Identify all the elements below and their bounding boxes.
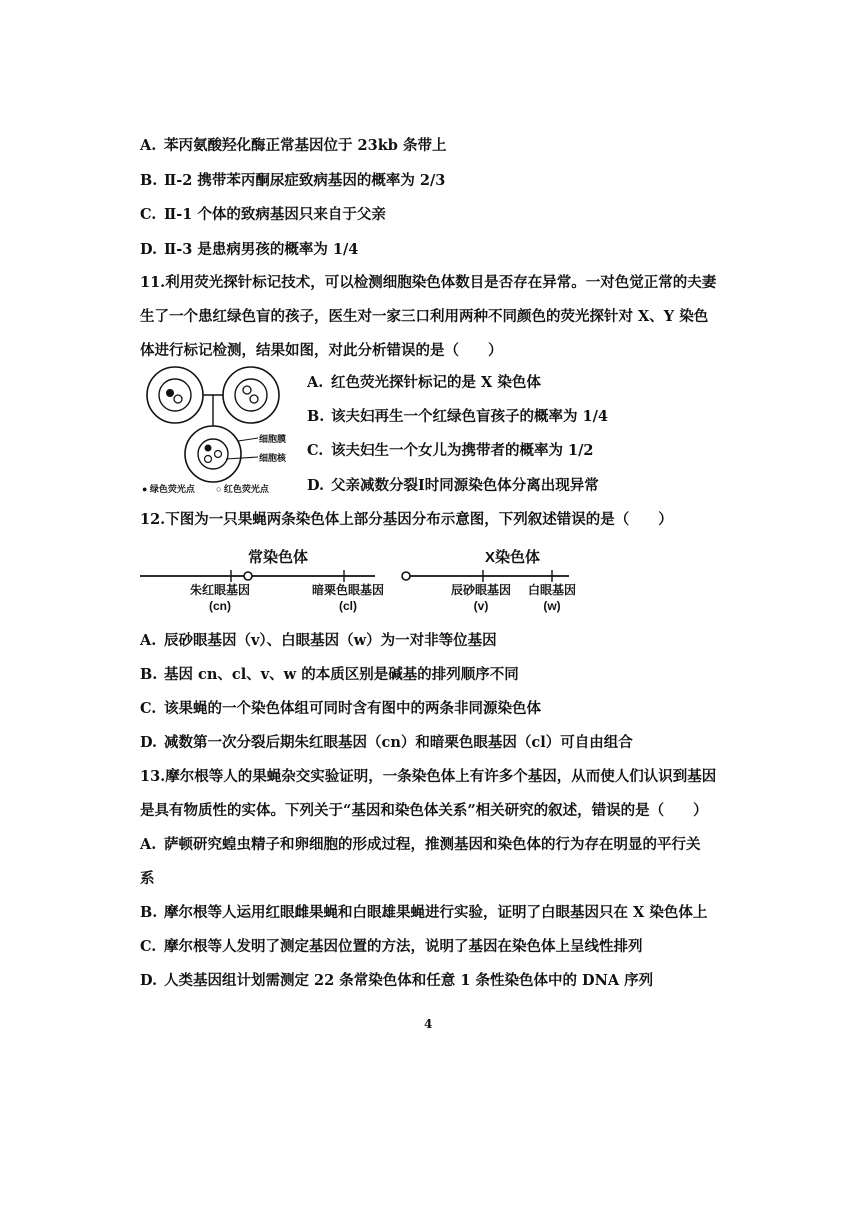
q11-stem-line-1: 11.利用荧光探针标记技术，可以检测细胞染色体数目是否存在异常。一对色觉正常的夫妻 — [140, 274, 717, 291]
q13-option-a-continued: 系 — [140, 870, 155, 887]
mother-nucleus — [159, 379, 191, 411]
x-centromere — [402, 572, 410, 580]
gene-cn-symbol: (cn) — [209, 599, 231, 613]
q12-stem: 12.下图为一只果蝇两条染色体上部分基因分布示意图，下列叙述错误的是（ ） — [140, 511, 673, 528]
q10-option-c: C. Ⅱ-1 个体的致病基因只来自于父亲 — [140, 206, 386, 223]
gene-v-symbol: (v) — [473, 599, 489, 613]
q13-stem-line-1: 13.摩尔根等人的果蝇杂交实验证明，一条染色体上有许多个基因，从而使人们认识到基因 — [140, 768, 717, 785]
q13-option-d: D. 人类基因组计划需测定 22 条常染色体和任意 1 条性染色体中的 DNA 序列 — [140, 972, 654, 989]
q13-stem-line-2: 是具有物质性的实体。下列关于“基因和染色体关系”相关研究的叙述，错误的是（ ） — [140, 802, 708, 819]
q11-option-a: A. 红色荧光探针标记的是 X 染色体 — [307, 374, 541, 391]
gene-cn-name: 朱红眼基因 — [189, 583, 251, 597]
q11-cell-figure — [138, 360, 298, 500]
q10-option-d: D. Ⅱ-3 是患病男孩的概率为 1/4 — [140, 241, 359, 258]
q13-option-c: C. 摩尔根等人发明了测定基因位置的方法，说明了基因在染色体上呈线性排列 — [140, 938, 643, 955]
q11-option-b: B. 该夫妇再生一个红绿色盲孩子的概率为 1/4 — [307, 408, 609, 425]
label-membrane: 细胞膜 — [259, 434, 287, 444]
q12-option-c: C. 该果蝇的一个染色体组可同时含有图中的两条非同源染色体 — [140, 700, 541, 717]
q13-option-b: B. 摩尔根等人运用红眼雌果蝇和白眼雄果蝇进行实验，证明了白眼基因只在 X 染色体上 — [140, 904, 708, 921]
gene-w-symbol: (w) — [543, 599, 561, 613]
father-nucleus — [235, 379, 267, 411]
q13-option-a: A. 萨顿研究蝗虫精子和卵细胞的形成过程，推测基因和染色体的行为存在明显的平行关 — [140, 836, 701, 853]
q10-option-b: B. Ⅱ-2 携带苯丙酮尿症致病基因的概率为 2/3 — [140, 172, 446, 189]
q10-option-a: A. 苯丙氨酸羟化酶正常基因位于 23kb 条带上 — [140, 137, 447, 154]
gene-cl-name: 暗栗色眼基因 — [311, 583, 385, 597]
mother-cell — [147, 367, 203, 423]
q11-option-c: C. 该夫妇生一个女儿为携带者的概率为 1/2 — [307, 442, 594, 459]
q12-chromosome-figure — [138, 542, 598, 620]
gene-w-name: 白眼基因 — [527, 583, 577, 597]
q11-option-d: D. 父亲减数分裂Ⅰ时同源染色体分离出现异常 — [307, 477, 599, 494]
father-cell — [223, 367, 279, 423]
child-nucleus — [198, 439, 228, 469]
autosome-centromere — [244, 572, 252, 580]
q11-stem-line-3: 体进行标记检测，结果如图，对此分析错误的是（ ） — [140, 342, 503, 359]
page-number: 4 — [424, 1017, 433, 1031]
q12-option-b: B. 基因 cn、cl、v、w 的本质区别是碱基的排列顺序不同 — [140, 666, 519, 683]
child-cell — [185, 426, 241, 482]
legend-green: ● 绿色荧光点 — [142, 484, 195, 494]
gene-v-name: 辰砂眼基因 — [450, 583, 512, 597]
x-chromosome-title: X染色体 — [485, 549, 541, 566]
autosome-title: 常染色体 — [248, 549, 309, 566]
q11-stem-line-2: 生了一个患红绿色盲的孩子，医生对一家三口利用两种不同颜色的荧光探针对 X、Y 染色 — [140, 308, 709, 325]
legend-red: ○ 红色荧光点 — [216, 484, 269, 494]
q12-option-a: A. 辰砂眼基因（v）、白眼基因（w）为一对非等位基因 — [140, 632, 497, 649]
gene-cl-symbol: (cl) — [339, 599, 357, 613]
q12-option-d: D. 减数第一次分裂后期朱红眼基因（cn）和暗栗色眼基因（cl）可自由组合 — [140, 734, 633, 751]
label-nucleus: 细胞核 — [259, 453, 287, 463]
